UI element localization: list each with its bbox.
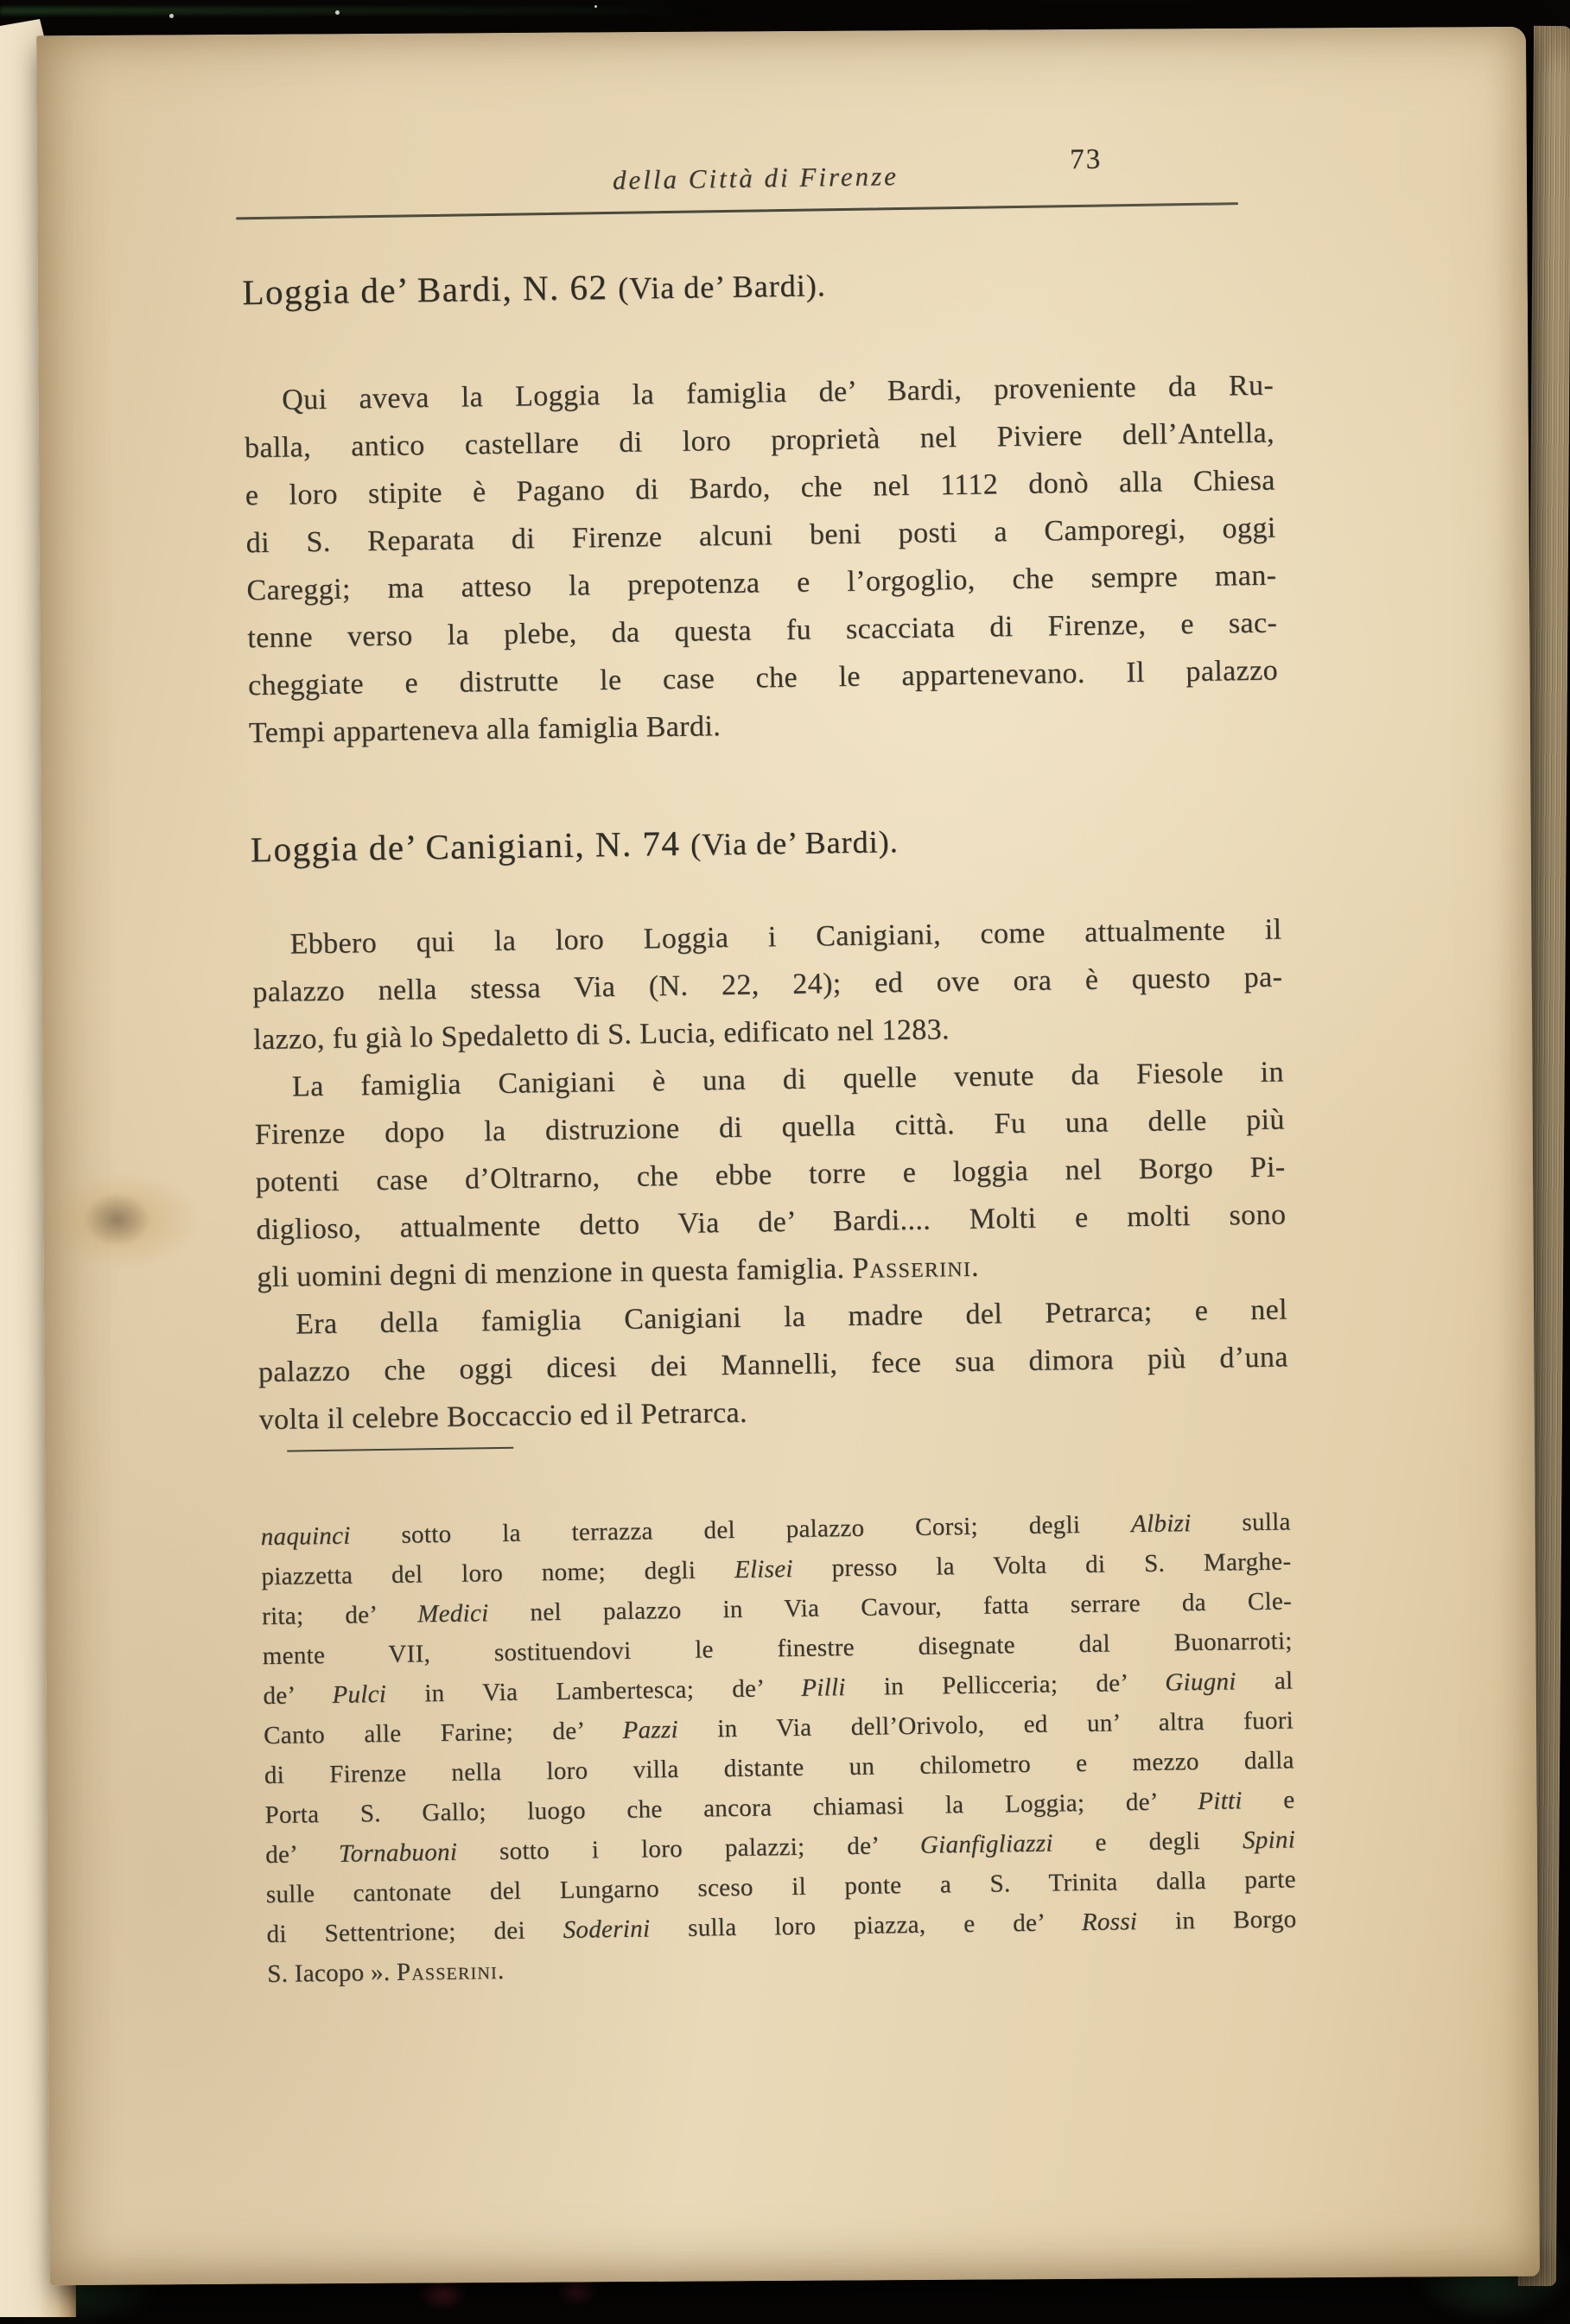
paragraph (257, 1286, 1289, 1444)
book-page (36, 27, 1540, 2285)
text-line: di S. Reparata di Firenze alcuni beni posti a Camporegi, oggi (245, 511, 1276, 560)
text-segment: sulla loro piazza, e de’ (650, 1908, 1083, 1943)
text-segment: Pilli (800, 1673, 846, 1702)
text-segment: piazzetta del loro nome; degli (261, 1555, 735, 1591)
dust-speck (594, 5, 597, 8)
text-line: palazzo che oggi dicesi dei Mannelli, fece sua dimora più d’una (257, 1341, 1289, 1389)
text-segment: in Pellicceria; de’ (845, 1668, 1166, 1702)
running-header-row (240, 143, 1271, 206)
text-segment: rita; de’ (261, 1600, 418, 1631)
text-segment: Albizi (1130, 1509, 1192, 1539)
text-segment: Medici (416, 1599, 489, 1629)
background-green-glint (0, 7, 709, 15)
text-segment: naquinci (260, 1521, 351, 1552)
text-column (240, 143, 1297, 1994)
text-line: Tempi apparteneva alla famiglia Bardi. (248, 710, 721, 750)
text-segment: Passerini. (396, 1956, 505, 1986)
header-rule (236, 202, 1238, 219)
text-segment: Spini (1242, 1826, 1296, 1855)
text-segment: Giugni (1165, 1667, 1236, 1697)
text-segment: Loggia de’ Bardi, N. 62 (242, 266, 619, 313)
dust-speck (335, 10, 340, 15)
text-segment: Pazzi (622, 1715, 679, 1744)
footnote (260, 1502, 1297, 1994)
text-segment: presso la Volta di S. Marghe- (792, 1547, 1292, 1583)
text-line: Era della famiglia Canigiani la madre del Petrarca; e nel (295, 1293, 1288, 1341)
text-segment: Soderini (563, 1914, 651, 1944)
text-segment: (Via de’ Bardi). (617, 268, 827, 306)
paragraph (244, 362, 1279, 758)
text-line: Ebbero qui la loro Loggia i Canigiani, come attualmente il (289, 913, 1282, 961)
text-line: lazzo, fu già lo Spedaletto di S. Lucia, edificato nel 1283. (252, 1013, 950, 1057)
text-segment: di Firenze nella loro villa distante un chilometro e mezzo dalla (264, 1746, 1294, 1790)
text-segment: Loggia de’ Canigiani, N. 74 (250, 822, 691, 870)
text-segment: mente VII, sostituendovi le finestre disegnate dal Buonarroti; (262, 1627, 1293, 1671)
text-line: Firenze dopo la distruzione di quella città. Fu una delle più (254, 1103, 1285, 1152)
text-segment: Elisei (734, 1554, 794, 1584)
text-segment: in Borgo (1136, 1905, 1297, 1936)
text-segment: e (1242, 1786, 1295, 1815)
text-segment: sotto i loro palazzi; de’ (456, 1831, 921, 1866)
text-line: e loro stipite è Pagano di Bardo, che nel 1112 donò alla Chiesa (245, 464, 1276, 512)
text-line: balla, antico castellare di loro proprietà nel Piviere dell’Antella, (244, 416, 1275, 465)
text-segment: S. Iacopo ». (267, 1958, 397, 1989)
text-segment: nel palazzo in Via Cavour, fatta serrare da Cle- (488, 1587, 1293, 1628)
text-line: La famiglia Canigiani è una di quelle venute da Fiesole in (291, 1056, 1285, 1103)
text-line: Qui aveva la Loggia la famiglia de’ Bardi, proveniente da Ru- (281, 369, 1274, 416)
text-line: Careggi; ma atteso la prepotenza e l’orgoglio, che sempre man- (246, 559, 1277, 607)
text-segment: Canto alle Farine; de’ (263, 1716, 623, 1750)
text-line: tenne verso la plebe, da questa fu scacciata di Firenze, e sac- (247, 606, 1278, 655)
text-segment: Passerini. (852, 1250, 980, 1285)
text-segment: Pitti (1197, 1787, 1243, 1816)
text-line: volta il celebre Boccaccio ed il Petrarca. (258, 1396, 748, 1437)
text-segment: de’ (264, 1839, 340, 1870)
running-header: della Città di Firenze (612, 160, 899, 195)
text-segment: di Settentrione; dei (266, 1915, 563, 1949)
text-line: potenti case d’Oltrarno, che ebbe torre e loggia nel Borgo Pi- (255, 1151, 1286, 1199)
paragraph (254, 1048, 1287, 1301)
text-line: cheggiate e distrutte le case che le appartenevano. Il palazzo (247, 654, 1279, 702)
page-number: 73 (1069, 143, 1103, 176)
text-segment: Pulci (332, 1680, 387, 1709)
text-segment: sotto la terrazza del palazzo Corsi; degli (350, 1510, 1132, 1550)
text-segment: (Via de’ Bardi). (690, 824, 899, 862)
paragraph (251, 906, 1283, 1064)
text-segment: in Via Lambertesca; de’ (385, 1673, 802, 1708)
dust-speck (169, 14, 174, 18)
text-segment: e degli (1052, 1826, 1243, 1857)
text-segment: gli uomini degni di menzione in questa famiglia. (257, 1252, 853, 1294)
page-content (29, 20, 1551, 2291)
text-line: diglioso, attualmente detto Via de’ Bardi.... Molti e molti sono (256, 1198, 1287, 1247)
text-segment: in Via dell’Orivolo, ed un’ altra fuori (677, 1706, 1294, 1743)
text-segment: sulle cantonate del Lungarno sceso il ponte a S. Trinita dalla parte (265, 1865, 1296, 1909)
section-heading-canigiani (251, 814, 1281, 873)
footnote-separator (287, 1447, 513, 1452)
text-segment: al (1236, 1667, 1294, 1696)
text-segment: Gianfigliazzi (919, 1829, 1053, 1859)
text-segment: sulla (1191, 1508, 1291, 1538)
text-segment: Tornabuoni (338, 1838, 458, 1868)
text-line: palazzo nella stessa Via (N. 22, 24); ed ove ora è questo pa- (252, 961, 1283, 1009)
section-heading-bardi (242, 257, 1273, 315)
text-segment: Rossi (1081, 1908, 1138, 1937)
text-segment: de’ (263, 1680, 333, 1711)
text-segment: Porta S. Gallo; luogo che ancora chiamasi la Loggia; de’ (264, 1787, 1198, 1830)
